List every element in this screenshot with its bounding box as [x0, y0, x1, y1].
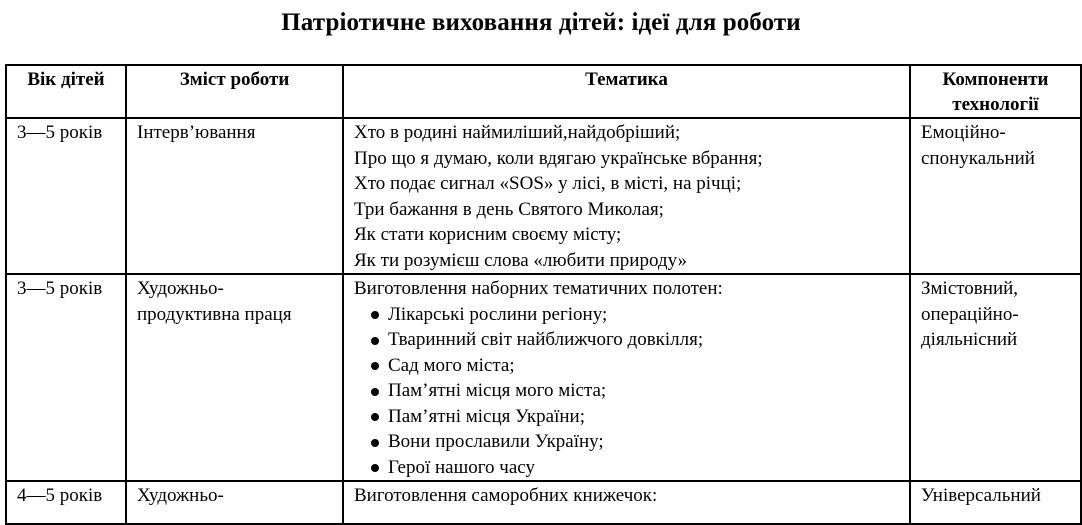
components-line: спонукальний	[921, 147, 1035, 169]
cell-work-content	[126, 274, 343, 481]
bullet-text: Тваринний світ найближчого довкілля;	[388, 329, 704, 350]
cell-age: 4—5 років	[6, 481, 126, 524]
table-row	[6, 481, 1081, 524]
cell-age: 3—5 років	[6, 274, 126, 481]
bullet-item	[388, 455, 899, 481]
topic-bullet-list	[354, 302, 899, 481]
cell-components	[910, 274, 1081, 481]
cell-topic	[343, 481, 910, 524]
bullet-item	[388, 353, 899, 379]
bullet-icon	[371, 362, 379, 370]
header-components	[910, 65, 1081, 118]
topic-intro: Виготовлення саморобних книжечок:	[354, 485, 658, 506]
components-line: діяльнісний	[921, 329, 1018, 350]
topic-line: Про що я думаю, коли вдягаю українське вбрання;	[354, 147, 763, 169]
work-content-line: Інтерв’ювання	[137, 122, 256, 143]
page-title: Патріотичне виховання дітей: ідеї для роботи	[281, 9, 801, 36]
bullet-icon	[371, 464, 379, 472]
bullet-text: Сад мого міста;	[388, 354, 515, 376]
header-age: Вік дітей	[6, 65, 126, 118]
bullet-text: Лікарські рослини регіону;	[388, 303, 608, 325]
bullet-icon	[371, 337, 379, 345]
bullet-icon	[371, 413, 379, 421]
cell-work-content	[126, 481, 343, 524]
bullet-text: Вони прославили Україну;	[388, 431, 604, 452]
topic-intro: Виготовлення наборних тематичних полотен:	[354, 278, 723, 299]
topic-line: Як ти розумієш слова «любити природу»	[354, 249, 688, 271]
header-work-content: Зміст роботи	[126, 65, 343, 118]
bullet-icon	[371, 311, 379, 319]
bullet-icon	[371, 388, 379, 396]
topic-line: Хто в родині наймиліший,найдобріший;	[354, 122, 681, 143]
header-topic: Тематика	[343, 65, 910, 118]
work-content-line: Художньо-	[137, 485, 224, 506]
cell-topic	[343, 118, 910, 274]
work-content-line: продуктивна праця	[137, 303, 292, 325]
table-row	[6, 118, 1081, 274]
table-header-row	[6, 65, 1081, 118]
topic-line: Три бажання в день Святого Миколая;	[354, 198, 664, 220]
topic-line: Як стати корисним своєму місту;	[354, 224, 622, 245]
bullet-icon	[371, 439, 379, 447]
components-line: операційно-	[921, 303, 1019, 325]
bullet-item	[388, 302, 899, 328]
bullet-item	[388, 327, 899, 353]
bullet-item	[388, 404, 899, 430]
components-line: Емоційно-	[921, 122, 1006, 143]
topic-line: Хто подає сигнал «SOS» у лісі, в місті, на річці;	[354, 173, 742, 194]
work-content-line: Художньо-	[137, 278, 224, 299]
cell-components	[910, 481, 1081, 524]
bullet-item	[388, 429, 899, 455]
ideas-table	[5, 64, 1082, 525]
header-components-line: Компоненти	[942, 69, 1049, 90]
table-row	[6, 274, 1081, 481]
bullet-text: Пам’ятні місця України;	[388, 405, 585, 427]
cell-work-content	[126, 118, 343, 274]
components-line: Універсальний	[921, 485, 1041, 506]
bullet-item	[388, 378, 899, 404]
bullet-text: Герої нашого часу	[388, 456, 535, 478]
cell-topic	[343, 274, 910, 481]
components-line: Змістовний,	[921, 278, 1019, 299]
cell-age: 3—5 років	[6, 118, 126, 274]
header-components-line: технології	[952, 94, 1039, 115]
bullet-text: Пам’ятні місця мого міста;	[388, 380, 607, 401]
cell-components	[910, 118, 1081, 274]
